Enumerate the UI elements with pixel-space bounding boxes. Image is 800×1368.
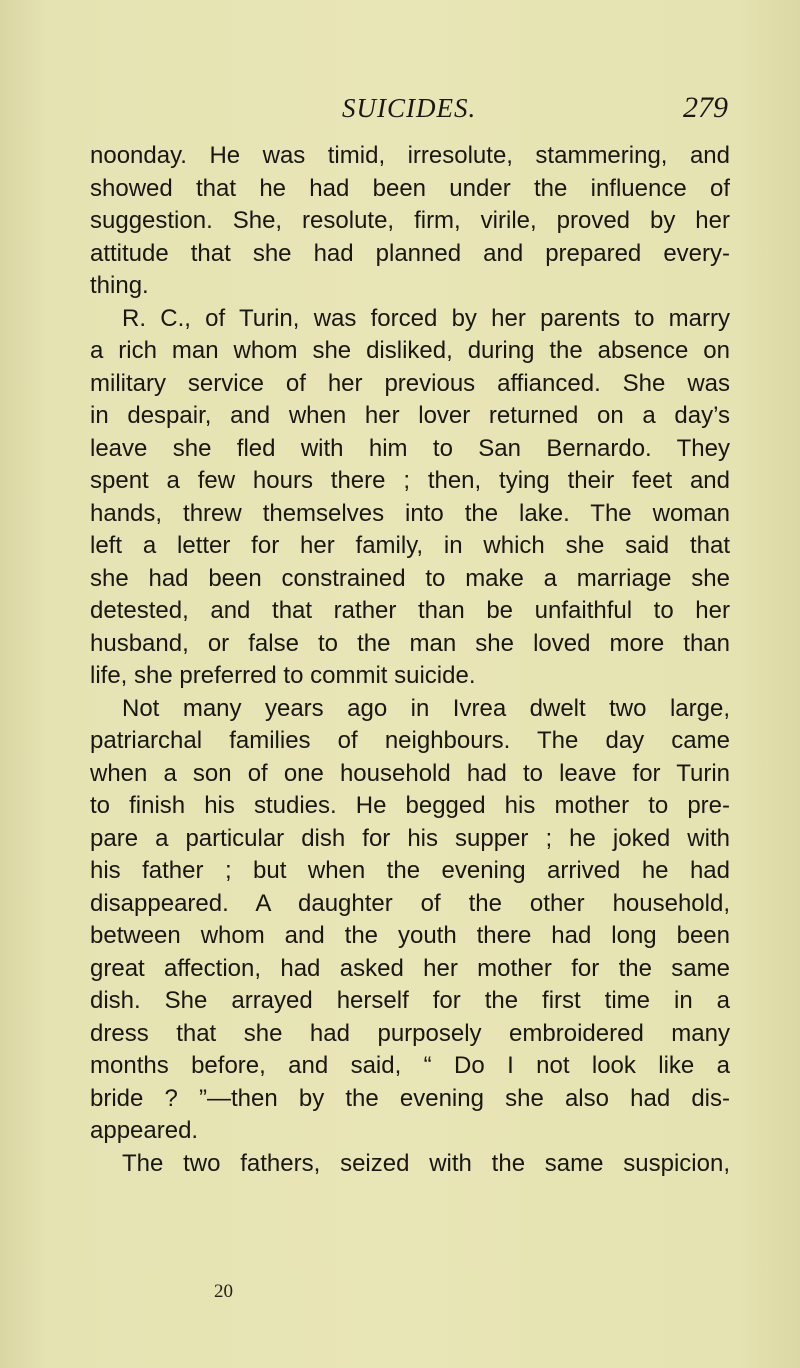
text-line: bride ? ”—then by the evening she also had dis- [90, 1084, 730, 1112]
text-line: months before, and said, “ Do I not look like a [90, 1052, 730, 1079]
running-head [0, 88, 800, 128]
text-line: appeared. [90, 1117, 199, 1144]
text-line: dish. She arrayed herself for the first time in a [90, 987, 730, 1014]
text-line: hands, threw themselves into the lake. The woman [90, 499, 730, 527]
text-line: between whom and the youth there had long been [90, 922, 730, 949]
text-line: disappeared. A daughter of the other household, [90, 889, 730, 917]
text-line: patriarchal families of neighbours. The day came [90, 727, 730, 754]
text-line: spent a few hours there ; then, tying their feet and [90, 467, 730, 494]
text-line: a rich man whom she disliked, during the absence on [90, 337, 730, 364]
text-line: suggestion. She, resolute, firm, virile, proved by her [90, 207, 730, 234]
text-line: she had been constrained to make a marriage she [90, 564, 730, 592]
signature-mark: 20 [214, 1281, 233, 1302]
text-line: leave she fled with him to San Bernardo. They [90, 434, 730, 462]
running-title: SUICIDES. [342, 93, 477, 123]
text-line: attitude that she had planned and prepared every- [90, 239, 730, 267]
text-line: thing. [90, 272, 149, 299]
paragraph-start-line: Not many years ago in Ivrea dwelt two large, [122, 694, 730, 722]
page-number: 279 [683, 91, 728, 124]
text-line: his father ; but when the evening arrived he had [90, 857, 730, 884]
text-line: great affection, had asked her mother for the same [90, 954, 730, 982]
text-line: noonday. He was timid, irresolute, stammering, and [90, 142, 730, 169]
text-line: showed that he had been under the influence of [90, 174, 730, 202]
text-line: detested, and that rather than be unfaithful to her [90, 597, 730, 624]
paragraph-start-line: The two fathers, seized with the same suspicion, [122, 1149, 730, 1177]
text-line: when a son of one household had to leave for Turin [90, 759, 730, 787]
text-line: military service of her previous affianced. She was [90, 369, 730, 397]
text-line: to finish his studies. He begged his mother to pre- [90, 792, 730, 819]
body-text [90, 140, 730, 1180]
text-line: dress that she had purposely embroidered many [90, 1019, 730, 1047]
text-line: husband, or false to the man she loved more than [90, 629, 730, 657]
paragraph-start-line: R. C., of Turin, was forced by her parents to marry [122, 304, 730, 332]
text-line: left a letter for her family, in which she said that [90, 532, 730, 559]
text-line: pare a particular dish for his supper ; he joked with [90, 824, 730, 852]
text-line: life, she preferred to commit suicide. [90, 662, 476, 689]
text-line: in despair, and when her lover returned on a day’s [90, 402, 730, 429]
